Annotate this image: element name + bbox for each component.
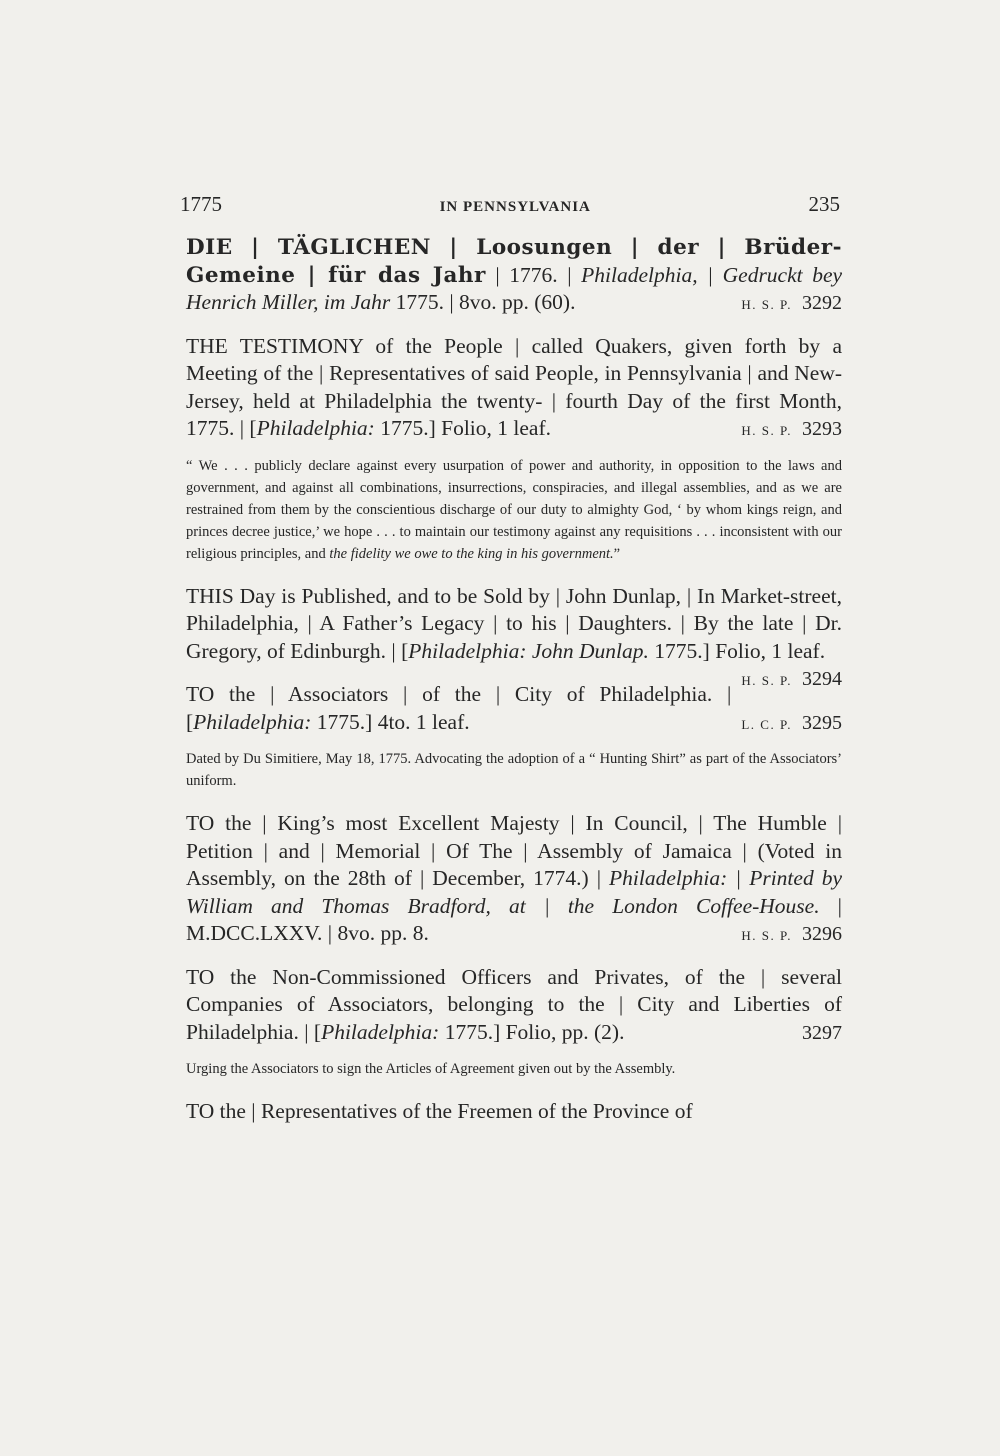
entry-reference (741, 289, 842, 319)
entry-title-gothic: DIE | TÄGLICHEN | Loosungen | der | Brüder-Gemeine | für das Jahr (186, 235, 842, 288)
library-location: H. S. P. (741, 928, 792, 943)
entry-reference (741, 709, 842, 739)
entry-text-after: 1775.] Folio, pp. (2). (439, 1019, 625, 1044)
entry-imprint: Philadelphia, | Gedruckt bey Henrich Miller, im Jahr (186, 262, 843, 314)
entry-3296 (186, 810, 842, 948)
entry-note (186, 455, 842, 565)
library-location: H. S. P. (741, 297, 792, 312)
entry-text-after: | M.DCC.LXXV. | 8vo. pp. 8. (186, 893, 842, 945)
entry-text-after: 1775. | 8vo. pp. (60). (390, 290, 576, 314)
entry-3292 (186, 234, 842, 317)
entry-text-after: 1775.] Folio, 1 leaf. (374, 416, 551, 440)
entry-number: 3292 (802, 292, 842, 314)
entry-reference (802, 1019, 842, 1048)
note-italic: the fidelity we owe to the king in his government. (329, 545, 614, 562)
entry-3293 (186, 333, 842, 443)
running-header (180, 192, 840, 217)
note-text: “ We . . . publicly declare against every usurpation of power and authority, in opposition to the laws and government, and against all combinations, insurrections, conspiracies, and illegal assemblies, and as we are restrained from them by the conscientious discharge of our duty to almighty God, ‘ by whom kings reign, and princes decree justice,’ we hope . . . to maintain our testimony against any requisitions . . . inconsistent with our religious principles, and (186, 457, 842, 562)
entry-text: TO the | Associators | of the | City of Philadelphia. | [ (186, 682, 732, 734)
entry-continued (186, 1098, 842, 1126)
library-location: H. S. P. (741, 423, 792, 438)
bibliography-entries (186, 234, 842, 1142)
entry-text: TO the | Representatives of the Freemen of the Province of (186, 1099, 693, 1123)
entry-imprint: Philadelphia: (321, 1019, 440, 1044)
entry-text: THIS Day is Published, and to be Sold by | John Dunlap, | In Market-street, Philadelphia, | A Father’s Legacy | to his | Daughters. | By the late | Dr. Gregory, of Edinburgh. | [ (186, 583, 842, 663)
entry-reference (741, 920, 842, 950)
entry-number: 3294 (802, 668, 842, 690)
header-year: 1775 (180, 192, 222, 216)
entry-text: TO the Non-Commissioned Officers and Privates, of the | several Companies of Associators, belonging to the | City and Liberties of Philadelphia. | [ (186, 964, 842, 1044)
entry-3297 (186, 964, 842, 1047)
entry-number: 3295 (802, 711, 842, 734)
entry-reference (741, 415, 842, 445)
page-number: 235 (808, 192, 840, 216)
entry-number: 3297 (802, 1021, 842, 1044)
entry-reference (741, 665, 842, 695)
entry-number: 3296 (802, 923, 842, 945)
entry-text: THE TESTIMONY of the People | called Quakers, given forth by a Meeting of the | Representatives of said People, in Pennsylvania | and New-Jersey, held at Philadelphia the twenty- | fourth Day of the first Month, 1775. | [ (186, 333, 842, 440)
entry-text: TO the | King’s most Excellent Majesty | In Council, | The Humble | Petition | and | Memorial | Of The | Assembly of Jamaica | (Voted in Assembly, on the 28th of | December, 1774.) | (186, 811, 842, 890)
library-location: H. S. P. (741, 673, 792, 688)
entry-imprint: Philadelphia: | Printed by William and Thomas Bradford, at | the London Coffee-House. (186, 866, 843, 918)
entry-imprint: Philadelphia: (193, 709, 312, 734)
library-location: L. C. P. (741, 716, 792, 732)
entry-text: | 1776. | (485, 262, 582, 287)
entry-note: Dated by Du Simitiere, May 18, 1775. Advocating the adoption of a “ Hunting Shirt” as part of the Associators’ uniform. (186, 751, 842, 789)
entry-imprint: Philadelphia: (256, 416, 375, 440)
entry-number: 3293 (802, 418, 842, 440)
entry-imprint: Philadelphia: John Dunlap. (408, 638, 649, 663)
header-title: IN PENNSYLVANIA (439, 199, 591, 215)
entry-text-after: 1775.] 4to. 1 leaf. (311, 709, 470, 734)
entry-3294 (186, 583, 842, 690)
entry-text-after: 1775.] Folio, 1 leaf. (648, 638, 826, 663)
entry-note: Urging the Associators to sign the Articles of Agreement given out by the Assembly. (186, 1061, 676, 1077)
note-text-end: ” (613, 545, 621, 562)
